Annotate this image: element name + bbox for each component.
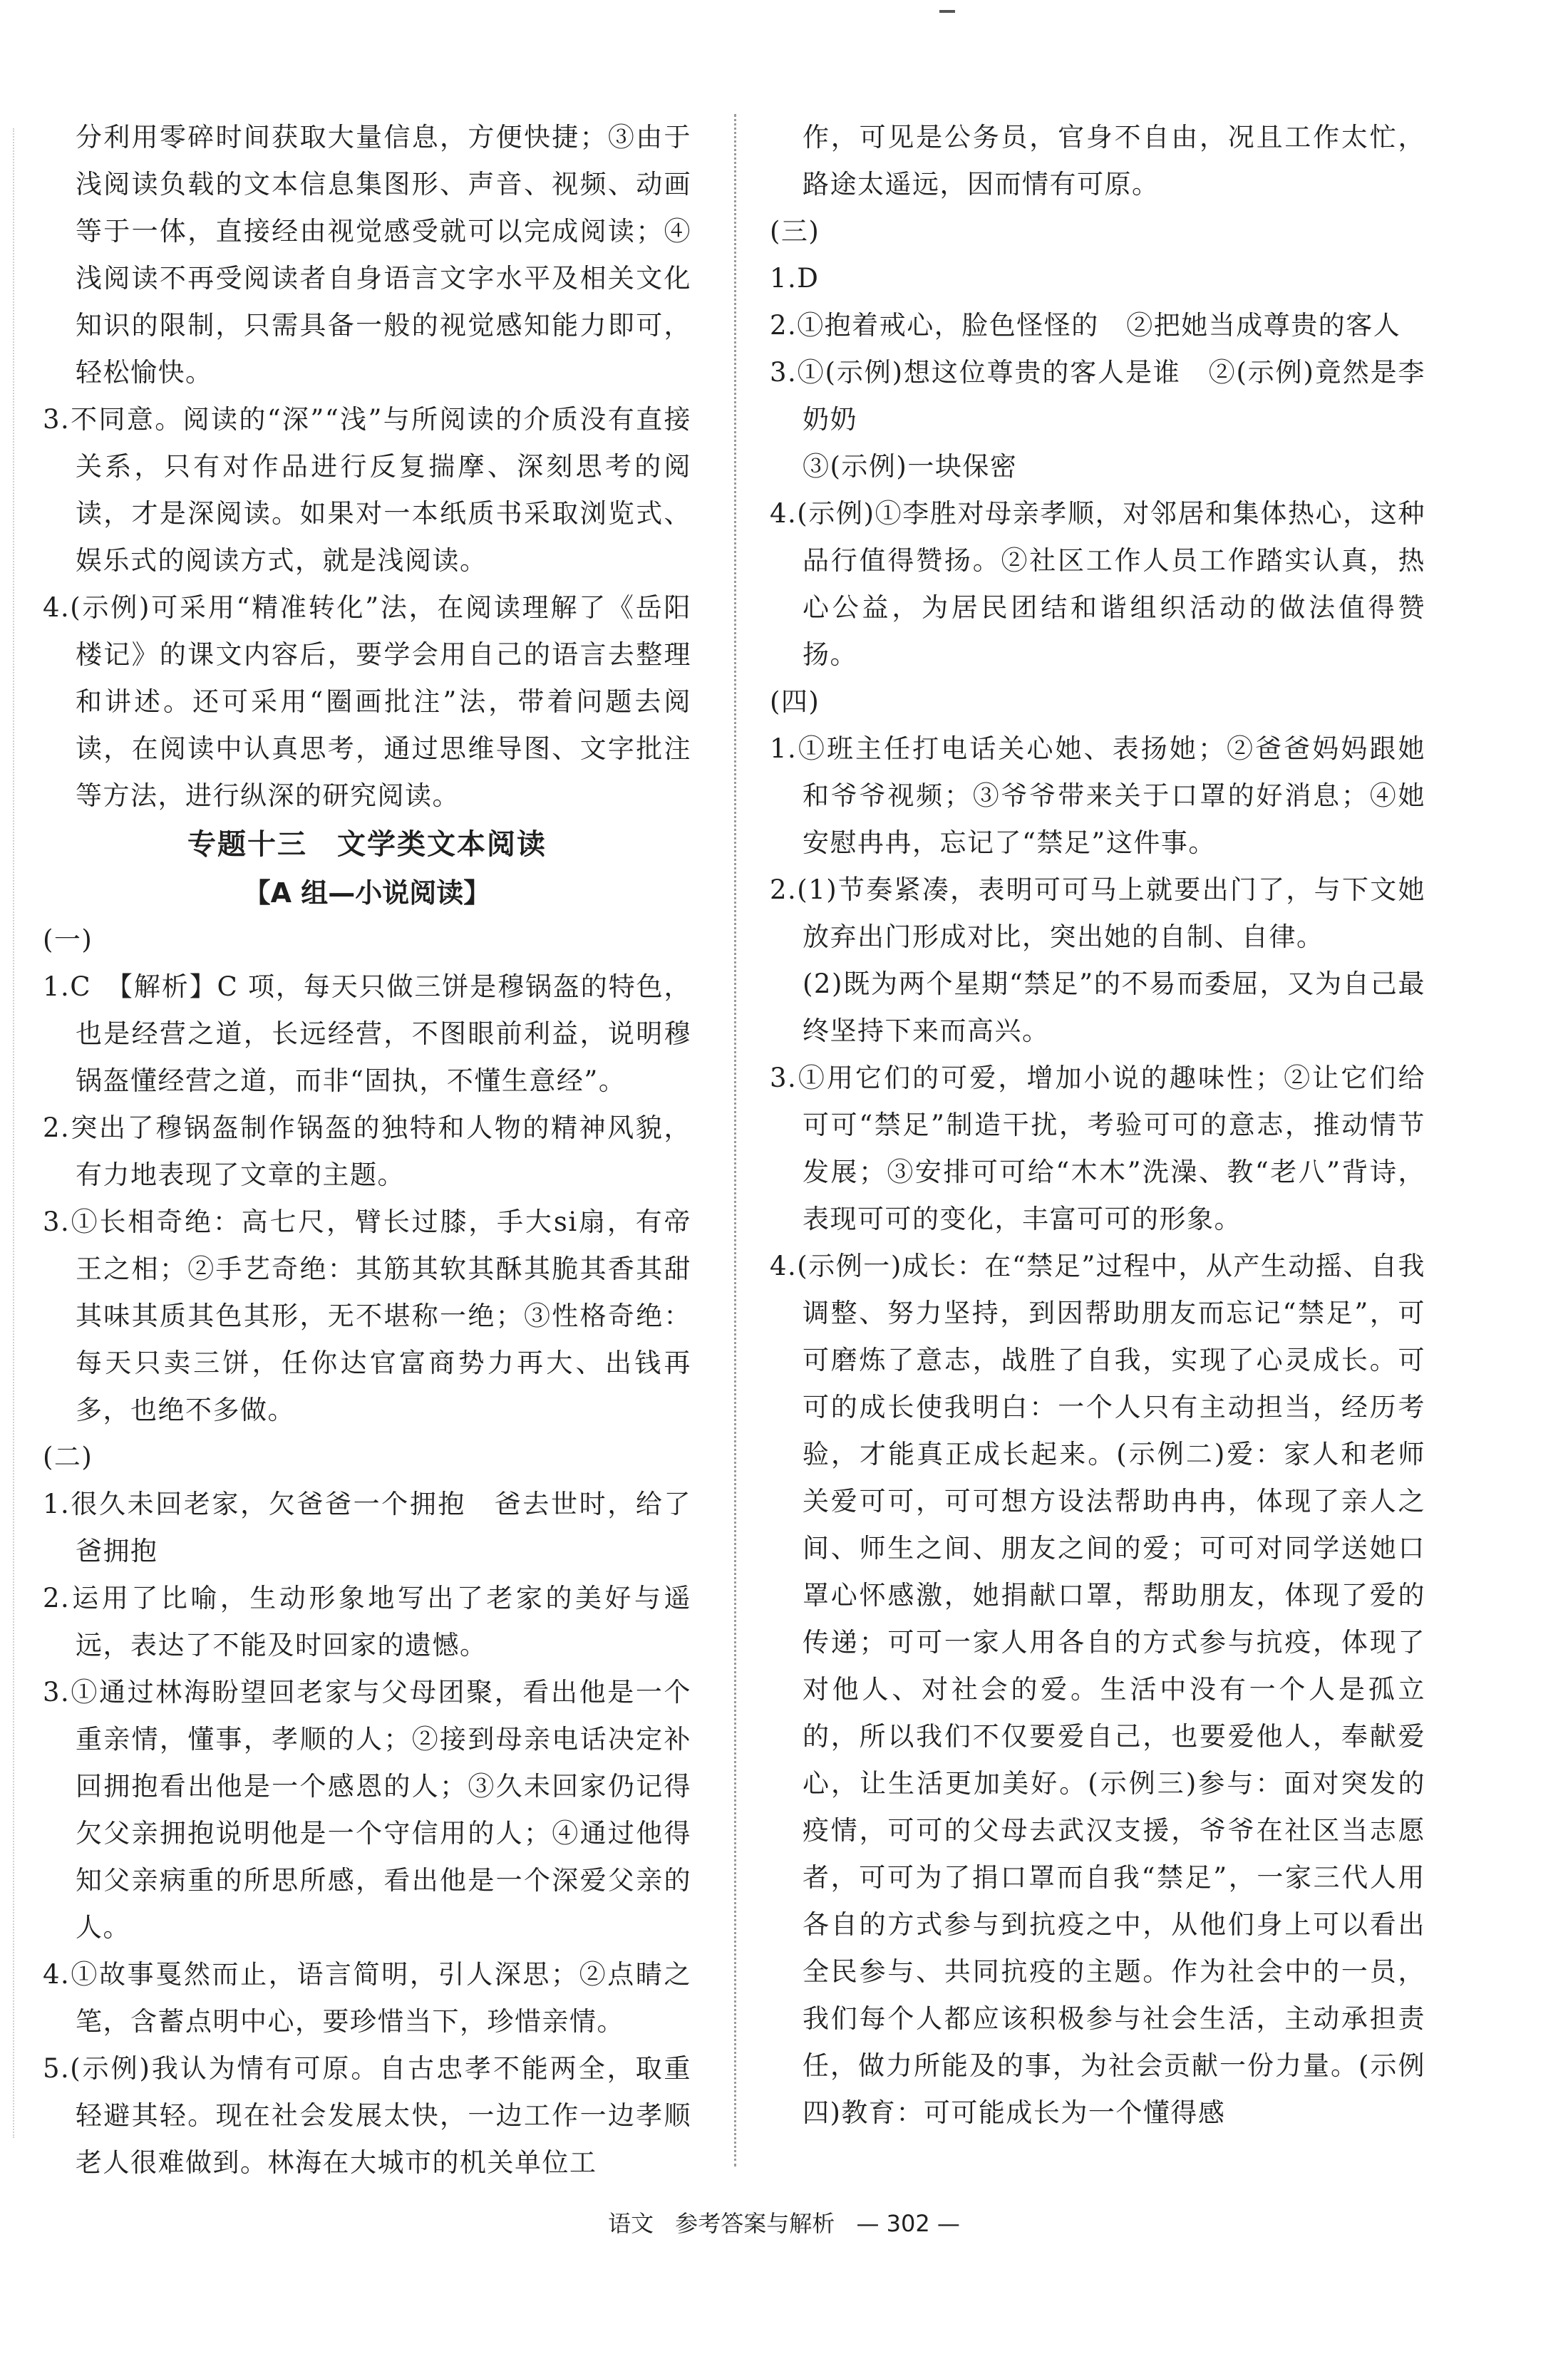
- page-footer: [0, 2206, 1568, 2238]
- answer-item: 1.C 【解析】C 项，每天只做三饼是穆锅盔的特色，也是经营之道，长远经营，不图眼前利益，说明穆锅盔懂经营之道，而非“固执，不懂生意经”。: [43, 971, 691, 1096]
- answer-subitem: (2)既为两个星期“禁足”的不易而委屈，又为自己最终坚持下来而高兴。: [803, 969, 1425, 1046]
- answer-item: 2.①抱着戒心，脸色怪怪的 ②把她当成尊贵的客人: [770, 310, 1401, 341]
- answer-paragraph: 分利用零碎时间获取大量信息，方便快捷；③由于浅阅读负载的文本信息集图形、声音、视频、动画等于一体，直接经由视觉感受就可以完成阅读；④浅阅读不再受阅读者自身语言文字水平及相关文化知识的限制，只需具备一般的视觉感知能力即可，轻松愉快。: [76, 122, 691, 388]
- answer-item: 3.①(示例)想这位尊贵的客人是谁 ②(示例)竟然是李奶奶: [770, 357, 1425, 435]
- group-title: 【A 组—小说阅读】: [243, 877, 491, 909]
- answer-subitem: ③(示例)一块保密: [803, 451, 1018, 482]
- answer-item: 3.①通过林海盼望回老家与父母团聚，看出他是一个重亲情，懂事，孝顺的人；②接到母亲电话决定补回拥抱看出他是一个感恩的人；③久未回家仍记得欠父亲拥抱说明他是一个守信用的人；④通过他得知父亲病重的所思所感，看出他是一个深爱父亲的人。: [43, 1677, 691, 1943]
- answer-item: 2.(1)节奏紧凑，表明可可马上就要出门了，与下文她放弃出门形成对比，突出她的自制、自律。: [770, 874, 1425, 952]
- answer-item: 4.(示例)可采用“精准转化”法，在阅读理解了《岳阳楼记》的课文内容后，要学会用自己的语言去整理和讲述。还可采用“圈画批注”法，带着问题去阅读，在阅读中认真思考，通过思维导图、文字批注等方法，进行纵深的研究阅读。: [43, 592, 691, 811]
- part-heading: (三): [770, 216, 820, 247]
- part-heading: (一): [43, 924, 93, 955]
- right-column: [770, 114, 1425, 2162]
- answer-item: 2.运用了比喻，生动形象地写出了老家的美好与遥远，表达了不能及时回家的遗憾。: [43, 1583, 691, 1660]
- part-heading: (二): [43, 1442, 93, 1472]
- answer-item: 3.①长相奇绝：高七尺，臂长过膝，手大si扇，有帝王之相；②手艺奇绝：其筋其软其酥其脆其香其甜其味其质其色其形，无不堪称一绝；③性格奇绝：每天只卖三饼，任你达官富商势力再大、出钱再多，也绝不多做。: [43, 1207, 691, 1425]
- answer-paragraph: 作，可见是公务员，官身不自由，况且工作太忙，路途太遥远，因而情有可原。: [803, 122, 1425, 200]
- answer-item: 1.D: [770, 263, 820, 294]
- answer-item: 1.①班主任打电话关心她、表扬她；②爸爸妈妈跟她和爷爷视频；③爷爷带来关于口罩的好消息；④她安慰冉冉，忘记了“禁足”这件事。: [770, 733, 1425, 858]
- footer-title: 参考答案与解析: [675, 2210, 835, 2237]
- section-title: 专题十三 文学类文本阅读: [187, 828, 547, 861]
- column-divider: [734, 114, 736, 2166]
- left-margin-line: [13, 128, 14, 2138]
- footer-subject: 语文: [608, 2210, 654, 2237]
- answer-item: 4.①故事戛然而止，语言简明，引人深思；②点睛之笔，含蓄点明中心，要珍惜当下，珍惜亲情。: [43, 1959, 691, 2037]
- page-number: — 302 —: [856, 2210, 960, 2237]
- answer-item: 3.①用它们的可爱，增加小说的趣味性；②让它们给可可“禁足”制造干扰，考验可可的意志，推动情节发展；③安排可可给“木木”洗澡、教“老八”背诗，表现可可的变化，丰富可可的形象。: [770, 1063, 1425, 1234]
- answer-item: 4.(示例)①李胜对母亲孝顺，对邻居和集体热心，这种品行值得赞扬。②社区工作人员工作踏实认真，热心公益，为居民团结和谐组织活动的做法值得赞扬。: [770, 498, 1425, 670]
- answer-item: 5.(示例)我认为情有可原。自古忠孝不能两全，取重轻避其轻。现在社会发展太快，一边工作一边孝顺老人很难做到。林海在大城市的机关单位工: [43, 2053, 691, 2178]
- answer-item: 3.不同意。阅读的“深”“浅”与所阅读的介质没有直接关系，只有对作品进行反复揣摩、深刻思考的阅读，才是深阅读。如果对一本纸质书采取浏览式、娱乐式的阅读方式，就是浅阅读。: [43, 404, 691, 576]
- part-heading: (四): [770, 686, 820, 717]
- answer-item: 1.很久未回老家，欠爸爸一个拥抱 爸去世时，给了爸拥抱: [43, 1489, 691, 1566]
- answer-item: 2.突出了穆锅盔制作锅盔的独特和人物的精神风貌，有力地表现了文章的主题。: [43, 1112, 691, 1190]
- top-mark: [939, 10, 955, 13]
- answer-item: 4.(示例一)成长：在“禁足”过程中，从产生动摇、自我调整、努力坚持，到因帮助朋友而忘记“禁足”，可可磨炼了意志，战胜了自我，实现了心灵成长。可可的成长使我明白：一个人只有主动担当，经历考验，才能真正成长起来。(示例二)爱：家人和老师关爱可可，可可想方设法帮助冉冉，体现了亲人之间、师生之间、朋友之间的爱；可可对同学送她口罩心怀感激，她捐献口罩，帮助朋友，体现了爱的传递；可可一家人用各自的方式参与抗疫，体现了对他人、对社会的爱。生活中没有一个人是孤立的，所以我们不仅要爱自己，也要爱他人，奉献爱心，让生活更加美好。(示例三)参与：面对突发的疫情，可可的父母去武汉支援，爷爷在社区当志愿者，可可为了捐口罩而自我“禁足”，一家三代人用各自的方式参与到抗疫之中，从他们身上可以看出全民参与、共同抗疫的主题。作为社会中的一员，我们每个人都应该积极参与社会生活，主动承担责任，做力所能及的事，为社会贡献一份力量。(示例四)教育：可可能成长为一个懂得感: [770, 1251, 1425, 2128]
- left-column: [43, 114, 691, 2178]
